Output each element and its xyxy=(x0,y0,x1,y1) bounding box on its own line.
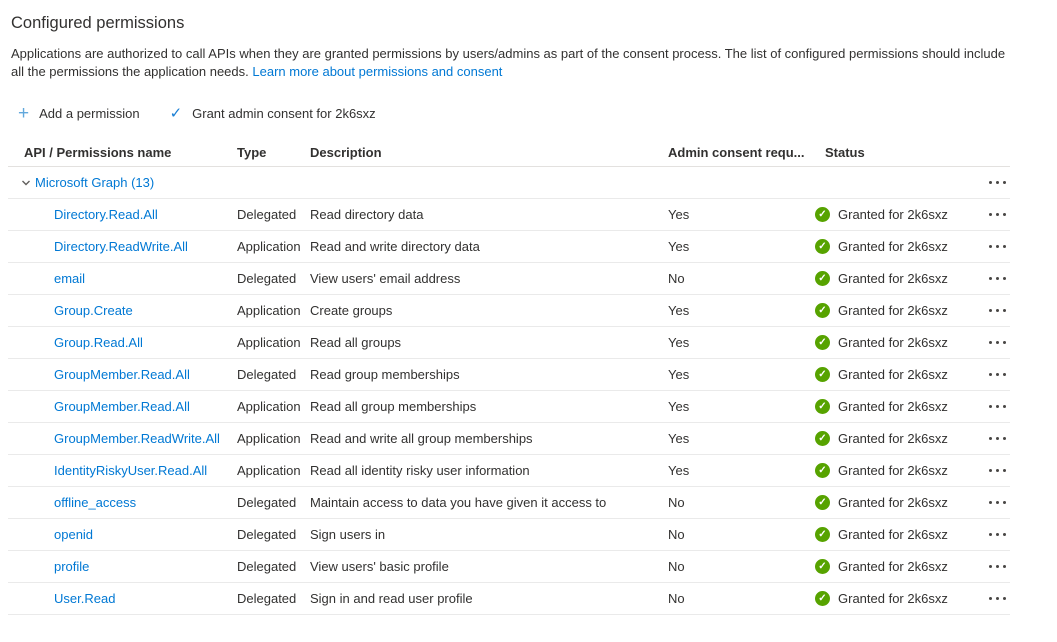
admin-consent-value: Yes xyxy=(668,431,690,446)
permission-name-link[interactable]: Group.Create xyxy=(54,303,133,318)
permission-name-link[interactable]: IdentityRiskyUser.Read.All xyxy=(54,463,208,478)
status-cell xyxy=(815,591,985,606)
permission-type: Application xyxy=(237,399,301,414)
table-row xyxy=(8,263,1010,295)
page-description xyxy=(11,45,1008,80)
more-options-icon xyxy=(989,533,992,536)
row-context-menu-button[interactable] xyxy=(985,207,1010,222)
permission-description: Create groups xyxy=(310,303,393,318)
admin-consent-value: Yes xyxy=(668,335,690,350)
table-row xyxy=(8,519,1010,551)
granted-check-icon: ✓ xyxy=(815,367,830,382)
row-context-menu-button[interactable] xyxy=(985,431,1010,446)
row-context-menu-button[interactable] xyxy=(985,303,1010,318)
more-options-icon xyxy=(989,405,992,408)
row-context-menu-button[interactable] xyxy=(985,527,1010,542)
grant-admin-consent-label: Grant admin consent for 2k6sxz xyxy=(192,105,376,121)
row-context-menu-button[interactable] xyxy=(985,271,1010,286)
permission-description: Read group memberships xyxy=(310,367,460,382)
permission-description: Read all identity risky user information xyxy=(310,463,530,478)
status-text: Granted for 2k6sxz xyxy=(838,335,948,350)
permission-type: Delegated xyxy=(237,271,297,286)
status-cell xyxy=(815,335,985,350)
granted-check-icon: ✓ xyxy=(815,495,830,510)
add-permission-label: Add a permission xyxy=(39,105,140,121)
row-context-menu-button[interactable] xyxy=(985,495,1010,510)
permission-name-link[interactable]: User.Read xyxy=(54,591,116,606)
permission-name-link[interactable]: GroupMember.Read.All xyxy=(54,399,190,414)
status-text: Granted for 2k6sxz xyxy=(838,527,948,542)
status-text: Granted for 2k6sxz xyxy=(838,559,948,574)
granted-check-icon: ✓ xyxy=(815,463,830,478)
more-options-icon xyxy=(989,501,992,504)
more-options-icon xyxy=(989,341,992,344)
permission-type: Delegated xyxy=(237,527,297,542)
status-cell xyxy=(815,431,985,446)
status-cell xyxy=(815,495,985,510)
permission-name-link[interactable]: offline_access xyxy=(54,495,137,510)
table-row xyxy=(8,391,1010,423)
more-options-icon xyxy=(989,437,992,440)
table-row xyxy=(8,359,1010,391)
granted-check-icon: ✓ xyxy=(815,239,830,254)
permission-type: Application xyxy=(237,431,301,446)
status-cell xyxy=(815,463,985,478)
permission-type: Delegated xyxy=(237,559,297,574)
table-row xyxy=(8,551,1010,583)
granted-check-icon: ✓ xyxy=(815,431,830,446)
status-text: Granted for 2k6sxz xyxy=(838,367,948,382)
header-description: Description xyxy=(310,144,382,160)
api-group-link[interactable]: Microsoft Graph (13) xyxy=(35,175,155,190)
row-context-menu-button[interactable] xyxy=(985,239,1010,254)
granted-check-icon: ✓ xyxy=(815,303,830,318)
header-status: Status xyxy=(825,144,865,160)
permission-description: Sign users in xyxy=(310,527,386,542)
more-options-icon xyxy=(989,309,992,312)
plus-icon: + xyxy=(18,102,30,124)
chevron-down-icon xyxy=(20,177,32,189)
permission-type: Application xyxy=(237,239,301,254)
status-text: Granted for 2k6sxz xyxy=(838,239,948,254)
status-text: Granted for 2k6sxz xyxy=(838,399,948,414)
api-group-row xyxy=(8,167,1010,199)
permission-type: Delegated xyxy=(237,591,297,606)
status-cell xyxy=(815,527,985,542)
permission-type: Application xyxy=(237,303,301,318)
granted-check-icon: ✓ xyxy=(815,207,830,222)
more-options-icon xyxy=(989,277,992,280)
permission-name-link[interactable]: Directory.ReadWrite.All xyxy=(54,239,188,254)
permission-description: Read directory data xyxy=(310,207,424,222)
more-options-icon xyxy=(989,565,992,568)
row-context-menu-button[interactable] xyxy=(985,367,1010,382)
group-expand-toggle[interactable] xyxy=(8,175,985,190)
status-cell xyxy=(815,207,985,222)
permission-type: Delegated xyxy=(237,207,297,222)
header-api-permissions-name: API / Permissions name xyxy=(24,144,172,160)
more-options-icon xyxy=(989,181,992,184)
admin-consent-value: Yes xyxy=(668,303,690,318)
admin-consent-value: Yes xyxy=(668,399,690,414)
permission-name-link[interactable]: Group.Read.All xyxy=(54,335,143,350)
status-cell xyxy=(815,399,985,414)
table-row xyxy=(8,487,1010,519)
header-admin-consent: Admin consent requ... xyxy=(668,144,805,160)
admin-consent-value: No xyxy=(668,591,685,606)
add-permission-button[interactable] xyxy=(18,104,140,123)
admin-consent-value: Yes xyxy=(668,239,690,254)
permission-name-link[interactable]: profile xyxy=(54,559,90,574)
permission-description: Sign in and read user profile xyxy=(310,591,473,606)
header-type: Type xyxy=(237,144,267,160)
group-context-menu-button[interactable] xyxy=(985,175,1010,190)
status-cell xyxy=(815,559,985,574)
granted-check-icon: ✓ xyxy=(815,559,830,574)
row-context-menu-button[interactable] xyxy=(985,591,1010,606)
granted-check-icon: ✓ xyxy=(815,527,830,542)
status-text: Granted for 2k6sxz xyxy=(838,271,948,286)
permission-type: Application xyxy=(237,335,301,350)
admin-consent-value: Yes xyxy=(668,463,690,478)
description-text: Applications are authorized to call APIs when they are granted permissions by users/admins as part of the consent process. The list of configured permissions should include all the permissions the application needs. xyxy=(11,46,1006,79)
table-row xyxy=(8,295,1010,327)
status-text: Granted for 2k6sxz xyxy=(838,463,948,478)
status-text: Granted for 2k6sxz xyxy=(838,591,948,606)
permission-description: Read all groups xyxy=(310,335,402,350)
status-cell xyxy=(815,239,985,254)
table-body xyxy=(8,199,1010,615)
granted-check-icon: ✓ xyxy=(815,271,830,286)
permission-description: View users' basic profile xyxy=(310,559,449,574)
status-text: Granted for 2k6sxz xyxy=(838,495,948,510)
table-row xyxy=(8,455,1010,487)
admin-consent-value: Yes xyxy=(668,367,690,382)
checkmark-icon: ✓ xyxy=(169,104,183,122)
more-options-icon xyxy=(989,245,992,248)
status-cell xyxy=(815,367,985,382)
permission-name-link[interactable]: GroupMember.ReadWrite.All xyxy=(54,431,220,446)
admin-consent-value: No xyxy=(668,559,685,574)
status-text: Granted for 2k6sxz xyxy=(838,303,948,318)
table-row xyxy=(8,231,1010,263)
more-options-icon xyxy=(989,469,992,472)
permission-name-link[interactable]: Directory.Read.All xyxy=(54,207,158,222)
table-row xyxy=(8,583,1010,615)
permission-description: Read and write all group memberships xyxy=(310,431,533,446)
permission-description: Maintain access to data you have given it access to xyxy=(310,495,607,510)
permission-name-link[interactable]: email xyxy=(54,271,86,286)
table-header-row xyxy=(8,138,1010,167)
granted-check-icon: ✓ xyxy=(815,399,830,414)
row-context-menu-button[interactable] xyxy=(985,335,1010,350)
more-options-icon xyxy=(989,213,992,216)
status-cell xyxy=(815,303,985,318)
more-options-icon xyxy=(989,597,992,600)
status-text: Granted for 2k6sxz xyxy=(838,431,948,446)
row-context-menu-button[interactable] xyxy=(985,559,1010,574)
permission-name-link[interactable]: openid xyxy=(54,527,94,542)
page-title: Configured permissions xyxy=(11,14,185,32)
permission-description: Read all group memberships xyxy=(310,399,477,414)
permission-type: Delegated xyxy=(237,495,297,510)
admin-consent-value: No xyxy=(668,495,685,510)
command-bar xyxy=(18,100,1057,126)
table-row xyxy=(8,423,1010,455)
table-row xyxy=(8,199,1010,231)
status-text: Granted for 2k6sxz xyxy=(838,207,948,222)
table-row xyxy=(8,327,1010,359)
admin-consent-value: No xyxy=(668,527,685,542)
permission-description: Read and write directory data xyxy=(310,239,480,254)
permission-name-link[interactable]: GroupMember.Read.All xyxy=(54,367,190,382)
permissions-table xyxy=(8,138,1010,615)
row-context-menu-button[interactable] xyxy=(985,399,1010,414)
permission-type: Application xyxy=(237,463,301,478)
admin-consent-value: Yes xyxy=(668,207,690,222)
grant-admin-consent-button[interactable] xyxy=(170,106,376,121)
status-cell xyxy=(815,271,985,286)
learn-more-link[interactable]: Learn more about permissions and consent xyxy=(252,63,503,79)
admin-consent-value: No xyxy=(668,271,685,286)
granted-check-icon: ✓ xyxy=(815,335,830,350)
row-context-menu-button[interactable] xyxy=(985,463,1010,478)
more-options-icon xyxy=(989,373,992,376)
permission-description: View users' email address xyxy=(310,271,461,286)
granted-check-icon: ✓ xyxy=(815,591,830,606)
permission-type: Delegated xyxy=(237,367,297,382)
